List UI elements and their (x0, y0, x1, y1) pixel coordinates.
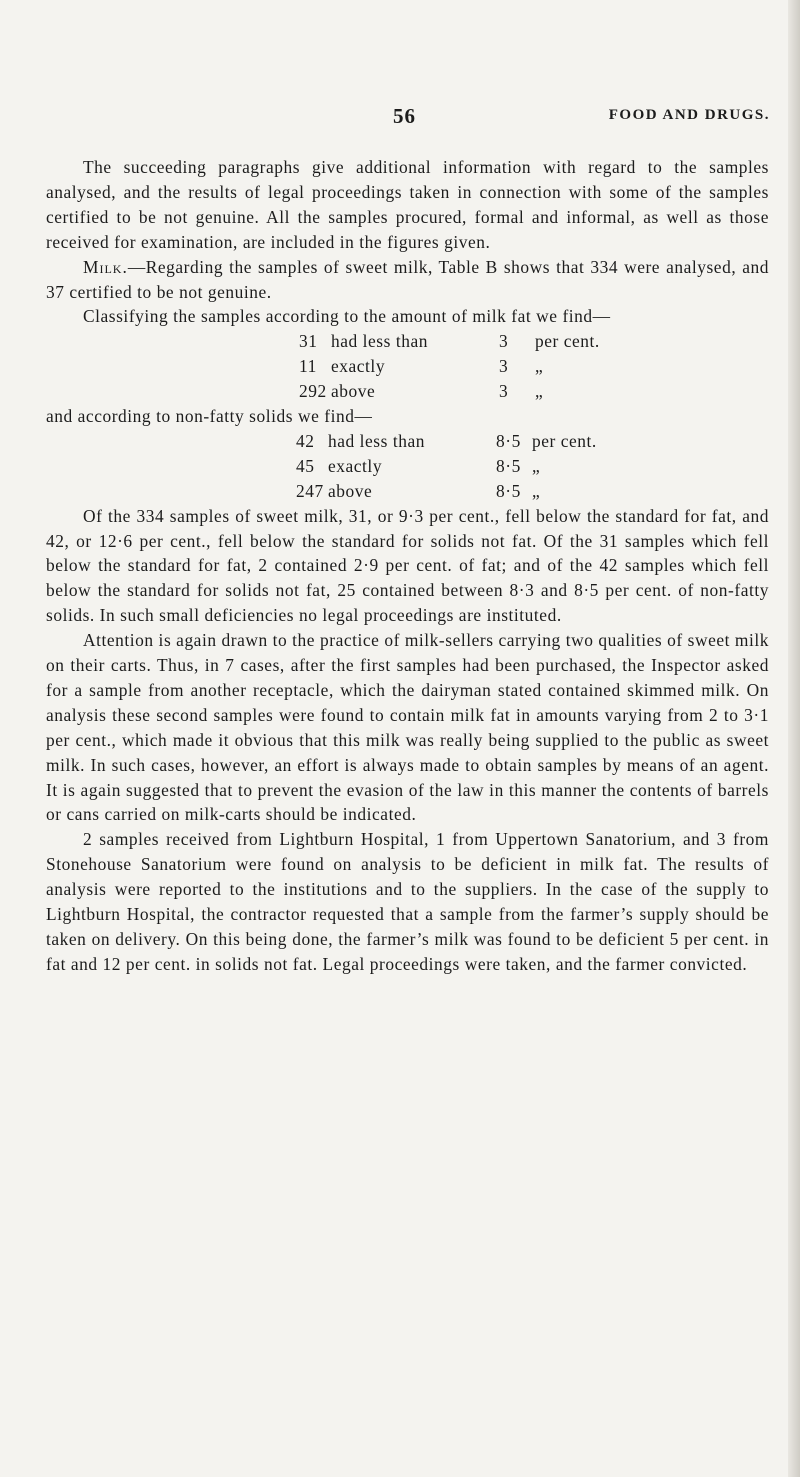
page-edge-shadow (788, 0, 800, 1477)
paragraph-intro: The succeeding paragraphs give additional information with regard to the samples analysed, and the results of legal proceedings taken in connection with some of the samples certified to be not genuine. All the samples procured, formal and informal, as well as those received for examination, are included in the figures given. (46, 157, 769, 252)
tally-value: 8·5 (496, 430, 521, 451)
tally-label: exactly (328, 455, 383, 476)
tally-row (296, 479, 769, 504)
tally-value: 3 (499, 331, 509, 352)
tally-row (299, 354, 769, 379)
tally-unit: per cent. (535, 331, 600, 352)
page-number: 56 (393, 104, 416, 128)
tally-row (296, 429, 769, 454)
tally-unit: „ (535, 356, 544, 377)
paragraph-milk (46, 255, 769, 305)
tally-row (296, 454, 769, 479)
tally-label: above (328, 480, 373, 501)
tally-unit: per cent. (532, 430, 597, 451)
paragraph-standards: Of the 334 samples of sweet milk, 31, or 9·3 per cent., fell below the standard for fat, and 42, or 12·6 per cent., fell below the standard for solids not fat. Of the 31 samples which fell below the standard for fat, 2 contained 2·9 per cent. of fat; and of the 42 samples which fell below the standard for solids not fat, 25 contained between 8·3 and 8·5 per cent. of non-fatty solids. In such small deficiencies no legal proceedings are instituted. (46, 505, 769, 626)
paragraph-milk-sellers: Attention is again drawn to the practice of milk-sellers carrying two qualities of sweet milk on their carts. Thus, in 7 cases, after the first samples had been purchased, the Inspector asked for a sample from another receptacle, which the dairyman stated contained skimmed milk. On analysis these second samples were found to contain milk fat in amounts varying from 2 to 3·1 per cent., which made it obvious that this milk was really being supplied to the public as sweet milk. In such cases, however, an effort is always made to obtain samples by means of an agent. It is again suggested that to prevent the evasion of the law in this manner the contents of barrels or cans carried on milk-carts should be indicated. (46, 630, 769, 825)
tally-value: 8·5 (496, 480, 521, 501)
tally-count: 292 (299, 381, 327, 402)
paragraph-hospitals: 2 samples received from Lightburn Hospital, 1 from Uppertown Sanatorium, and 3 from Stonehouse Sanatorium were found on analysis to be deficient in milk fat. The results of analysis were reported to the institutions and to the suppliers. In the case of the supply to Lightburn Hospital, the contractor requested that a sample from the farmer’s supply should be taken on delivery. On this being done, the farmer’s milk was found to be deficient 5 per cent. in fat and 12 per cent. in solids not fat. Legal proceedings were taken, and the farmer convicted. (46, 829, 769, 974)
tally-label: had less than (331, 331, 428, 352)
milk-text: —Regarding the samples of sweet milk, Table B shows that 334 were analysed, and 37 certified to be not genuine. (46, 256, 769, 302)
tally-label: had less than (328, 430, 425, 451)
milk-heading: Milk. (83, 256, 128, 277)
running-head: FOOD AND DRUGS. (608, 107, 770, 123)
tally-unit: „ (535, 381, 544, 402)
tally-count: 42 (296, 430, 315, 451)
tally-unit: „ (532, 480, 541, 501)
paragraph-non-fatty: and according to non-fatty solids we find— (46, 406, 373, 427)
tally-value: 3 (499, 356, 509, 377)
tally-row (299, 379, 769, 404)
tally-value: 8·5 (496, 455, 521, 476)
tally-count: 31 (299, 331, 318, 352)
solids-tally (46, 429, 769, 504)
tally-count: 11 (299, 356, 317, 377)
tally-count: 45 (296, 455, 315, 476)
tally-label: above (331, 381, 376, 402)
page-header (0, 104, 800, 134)
body-text (46, 155, 769, 977)
fat-tally (46, 329, 769, 404)
tally-label: exactly (331, 356, 386, 377)
paragraph-classifying: Classifying the samples according to the amount of milk fat we find— (83, 306, 611, 327)
tally-unit: „ (532, 455, 541, 476)
tally-count: 247 (296, 480, 324, 501)
tally-value: 3 (499, 381, 509, 402)
tally-row (299, 329, 769, 354)
